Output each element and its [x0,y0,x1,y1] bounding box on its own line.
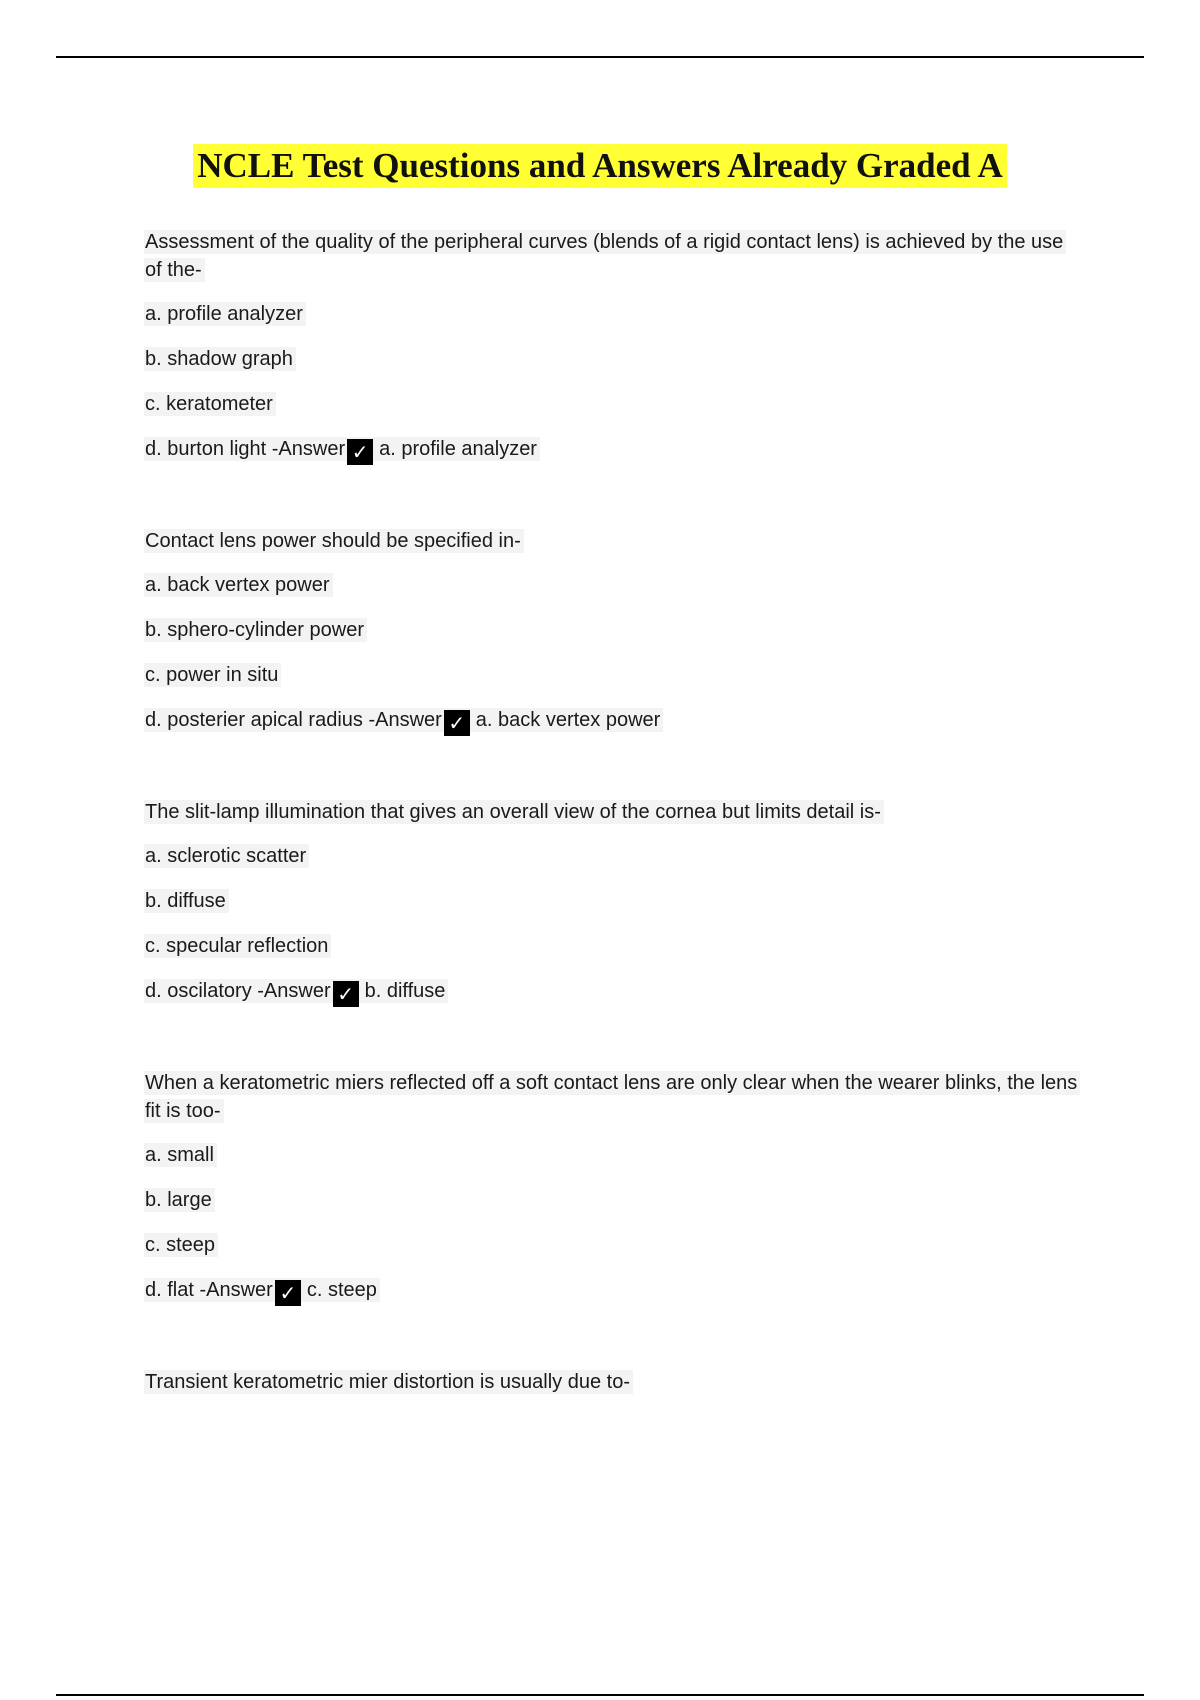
bottom-rule [56,1694,1144,1696]
option-c: c. keratometer [144,390,1084,418]
qa-block [144,527,1084,736]
answer-text: b. diffuse [364,980,446,1002]
question-text: When a keratometric miers reflected off a soft contact lens are only clear when the wearer blinks, the lens fit is too- [144,1069,1084,1125]
option-d-with-answer [144,1276,1084,1306]
option-b: b. shadow graph [144,345,1084,373]
option-b: b. diffuse [144,887,1084,915]
option-d-with-answer [144,706,1084,736]
question-text: The slit-lamp illumination that gives an overall view of the cornea but limits detail is- [144,798,1084,826]
checkmark-icon: ✓ [347,439,373,465]
question-text: Contact lens power should be specified in- [144,527,1084,555]
option-a: a. sclerotic scatter [144,842,1084,870]
option-d: d. burton light -Answer [145,438,346,460]
qa-block [144,798,1084,1007]
option-a: a. profile analyzer [144,300,1084,328]
qa-block [144,1368,1084,1396]
option-a: a. small [144,1141,1084,1169]
option-d: d. flat -Answer [145,1279,273,1301]
option-a: a. back vertex power [144,571,1084,599]
answer-text: a. back vertex power [475,709,661,731]
checkmark-icon: ✓ [333,981,359,1007]
qa-block [144,1069,1084,1306]
option-c: c. specular reflection [144,932,1084,960]
option-d-with-answer [144,977,1084,1007]
checkmark-icon: ✓ [444,710,470,736]
answer-text: c. steep [306,1279,377,1301]
option-b: b. sphero-cylinder power [144,616,1084,644]
question-text: Transient keratometric mier distortion is usually due to- [144,1368,1084,1396]
question-text: Assessment of the quality of the peripheral curves (blends of a rigid contact lens) is achieved by the use of the- [144,228,1084,284]
title-wrap [0,144,1200,188]
checkmark-icon: ✓ [275,1280,301,1306]
option-c: c. power in situ [144,661,1084,689]
document-title: NCLE Test Questions and Answers Already Graded A [193,144,1006,188]
qa-block [144,228,1084,465]
option-d-with-answer [144,435,1084,465]
option-d: d. posterier apical radius -Answer [145,709,442,731]
option-c: c. steep [144,1231,1084,1259]
option-b: b. large [144,1186,1084,1214]
document-body [144,228,1084,1458]
top-rule [56,56,1144,58]
option-d: d. oscilatory -Answer [145,980,331,1002]
answer-text: a. profile analyzer [379,438,537,460]
